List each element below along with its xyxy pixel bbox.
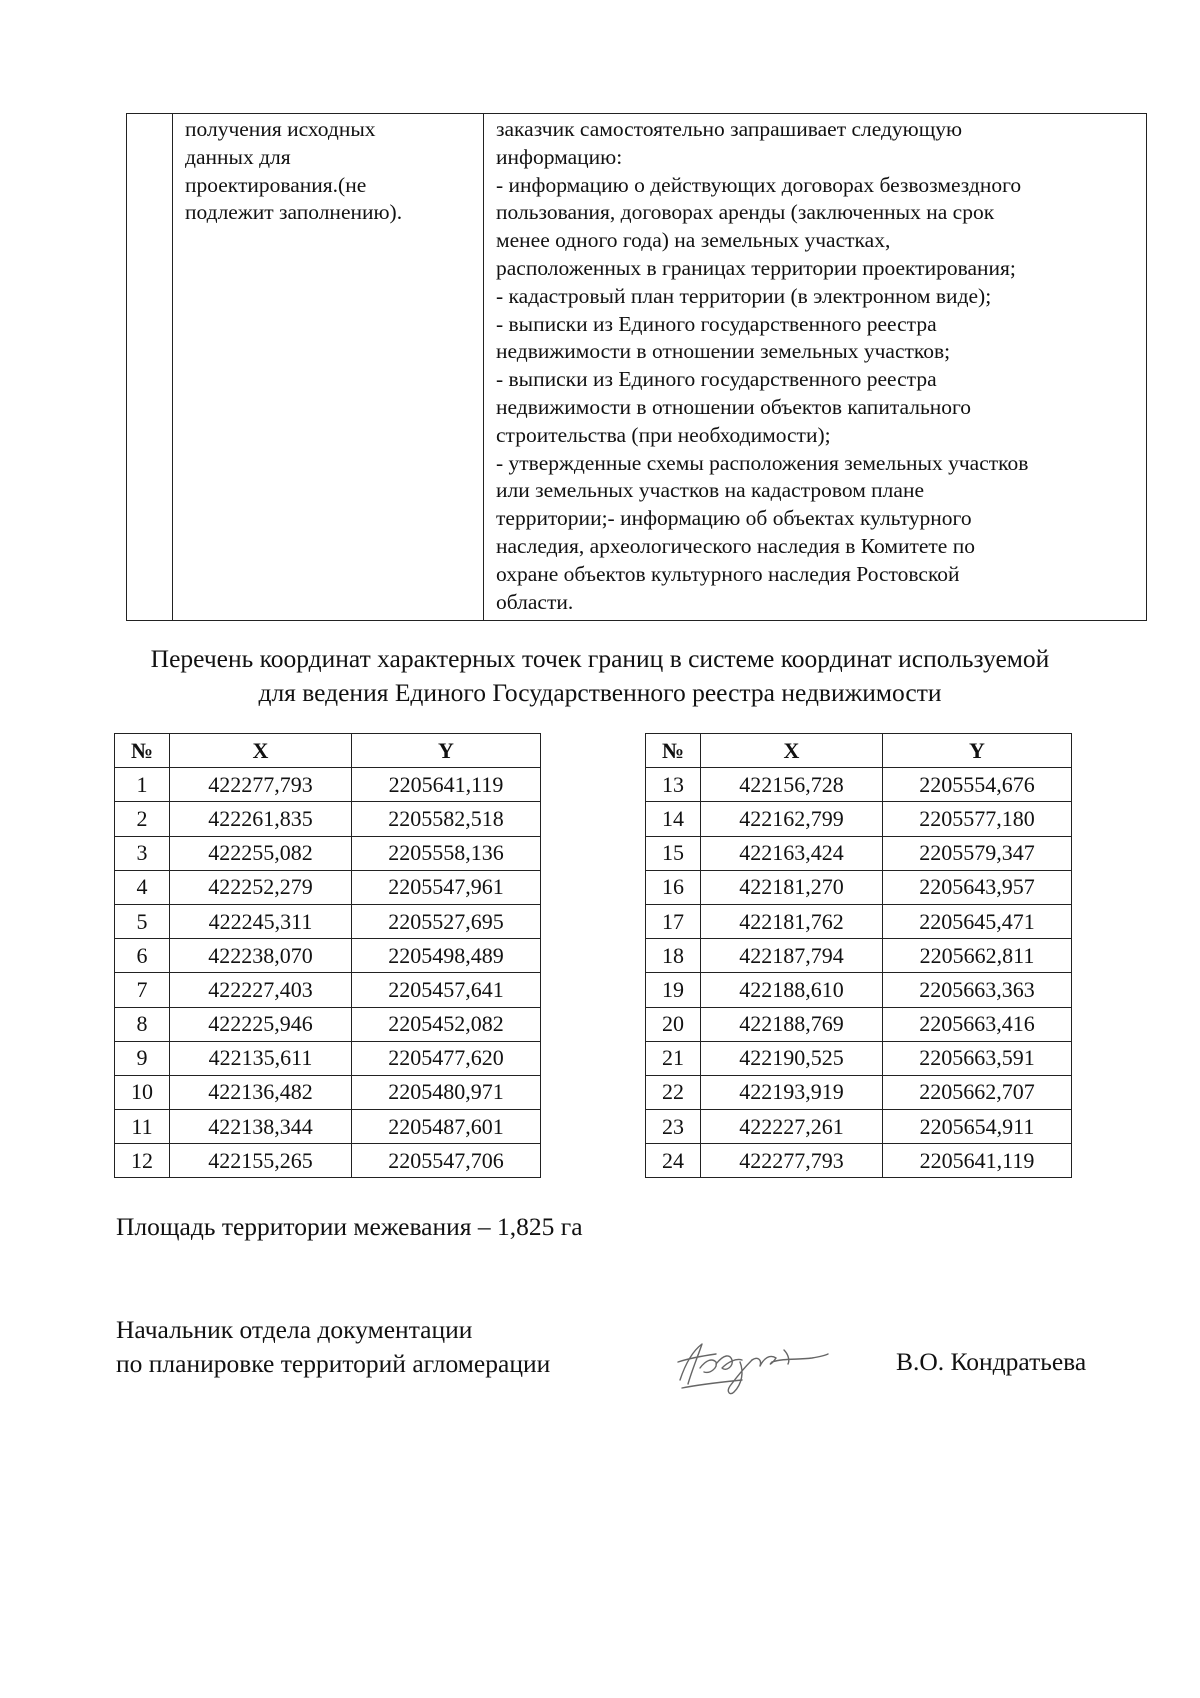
point-number: 5 [115,904,170,938]
text-line: - информацию о действующих договорах безвозмездного [496,172,1022,197]
point-number: 2 [115,802,170,836]
coordinates-heading [0,642,1200,710]
coord-x: 422193,919 [701,1075,883,1109]
item-description-cell [484,114,1147,621]
coord-y: 2205663,591 [883,1041,1072,1075]
table-row [115,1007,541,1041]
table-row [646,836,1072,870]
handwritten-signature [672,1332,832,1402]
text-line: строительства (при необходимости); [496,422,831,447]
coord-x: 422163,424 [701,836,883,870]
table-row [646,1007,1072,1041]
requirements-row [127,114,1147,621]
coord-x: 422238,070 [170,939,352,973]
coord-x: 422245,311 [170,904,352,938]
point-number: 9 [115,1041,170,1075]
coord-x: 422162,799 [701,802,883,836]
coord-x: 422227,403 [170,973,352,1007]
requirements-table [126,113,1147,621]
point-number: 17 [646,904,701,938]
point-number: 12 [115,1144,170,1178]
coord-x: 422188,769 [701,1007,883,1041]
point-number: 8 [115,1007,170,1041]
table-row [646,1075,1072,1109]
coord-y: 2205662,707 [883,1075,1072,1109]
coord-x: 422261,835 [170,802,352,836]
coord-x: 422225,946 [170,1007,352,1041]
coord-y: 2205654,911 [883,1110,1072,1144]
table-row [646,802,1072,836]
area-statement: Площадь территории межевания – 1,825 га [116,1212,583,1241]
coord-y: 2205641,119 [352,768,541,802]
point-number: 24 [646,1144,701,1178]
point-number: 1 [115,768,170,802]
coord-y: 2205582,518 [352,802,541,836]
coord-x: 422227,261 [701,1110,883,1144]
table-header-row [646,734,1072,768]
coord-y: 2205663,363 [883,973,1072,1007]
coord-y: 2205547,706 [352,1144,541,1178]
signer-name: В.О. Кондратьева [896,1347,1087,1376]
text-line: области. [496,589,574,614]
coord-x: 422277,793 [701,1144,883,1178]
coord-y: 2205645,471 [883,904,1072,938]
table-row [115,1075,541,1109]
coord-x: 422277,793 [170,768,352,802]
table-row [646,870,1072,904]
table-row [646,904,1072,938]
text-line: проектирования.(не [185,172,367,197]
heading-line-1: Перечень координат характерных точек границ в системе координат используемой [150,644,1050,673]
table-row [646,1110,1072,1144]
coord-y: 2205480,971 [352,1075,541,1109]
table-row [115,870,541,904]
coord-x: 422187,794 [701,939,883,973]
coord-y: 2205498,489 [352,939,541,973]
coordinates-table-left [114,733,541,1178]
coordinates-table-right [645,733,1072,1178]
text-line: получения исходных [185,117,376,141]
point-number: 3 [115,836,170,870]
text-line: подлежит заполнению). [185,200,403,225]
table-row [115,836,541,870]
text-line: информацию: [496,144,623,169]
point-number: 6 [115,939,170,973]
coord-x: 422188,610 [701,973,883,1007]
point-number: 13 [646,768,701,802]
coord-y: 2205452,082 [352,1007,541,1041]
coord-y: 2205457,641 [352,973,541,1007]
table-row [646,1041,1072,1075]
coord-y: 2205579,347 [883,836,1072,870]
coord-x: 422138,344 [170,1110,352,1144]
coord-x: 422135,611 [170,1041,352,1075]
table-row [115,1144,541,1178]
coord-y: 2205643,957 [883,870,1072,904]
row-number-cell [127,114,173,621]
point-number: 7 [115,973,170,1007]
coord-y: 2205547,961 [352,870,541,904]
header-x: X [170,734,352,768]
text-line: охране объектов культурного наследия Ростовской [496,561,960,586]
coord-x: 422181,762 [701,904,883,938]
table-row [115,1110,541,1144]
header-y: Y [883,734,1072,768]
heading-line-2: для ведения Единого Государственного реестра недвижимости [258,678,942,707]
signer-position-line-1: Начальник отдела документации [116,1315,473,1344]
coord-x: 422156,728 [701,768,883,802]
text-line: или земельных участков на кадастровом плане [496,478,925,503]
text-line: данных для [185,144,291,169]
table-row [646,1144,1072,1178]
table-row [115,768,541,802]
coord-x: 422136,482 [170,1075,352,1109]
point-number: 23 [646,1110,701,1144]
point-number: 20 [646,1007,701,1041]
text-line: недвижимости в отношении земельных участков; [496,339,951,364]
table-row [646,973,1072,1007]
text-line: - кадастровый план территории (в электронном виде); [496,283,992,308]
point-number: 10 [115,1075,170,1109]
signer-position-line-2: по планировке территорий агломерации [116,1349,551,1378]
point-number: 16 [646,870,701,904]
text-line: - утвержденные схемы расположения земельных участков [496,450,1029,475]
table-row [115,939,541,973]
header-number: № [115,734,170,768]
text-line: расположенных в границах территории проектирования; [496,255,1016,280]
table-row [115,973,541,1007]
table-row [646,768,1072,802]
coord-x: 422255,082 [170,836,352,870]
header-y: Y [352,734,541,768]
point-number: 22 [646,1075,701,1109]
coord-y: 2205662,811 [883,939,1072,973]
table-row [115,904,541,938]
point-number: 18 [646,939,701,973]
text-line: менее одного года) на земельных участках, [496,228,891,253]
coord-y: 2205554,676 [883,768,1072,802]
point-number: 11 [115,1110,170,1144]
table-row [115,1041,541,1075]
coord-y: 2205641,119 [883,1144,1072,1178]
table-row [646,939,1072,973]
header-number: № [646,734,701,768]
text-line: пользования, договорах аренды (заключенных на срок [496,200,995,225]
coord-x: 422252,279 [170,870,352,904]
item-name-cell [173,114,484,621]
signer-position [116,1313,550,1381]
coord-y: 2205558,136 [352,836,541,870]
coord-y: 2205487,601 [352,1110,541,1144]
point-number: 21 [646,1041,701,1075]
text-line: заказчик самостоятельно запрашивает следующую [496,117,963,141]
coord-y: 2205527,695 [352,904,541,938]
coord-x: 422155,265 [170,1144,352,1178]
coord-y: 2205477,620 [352,1041,541,1075]
table-row [115,802,541,836]
text-line: территории;- информацию об объектах культурного [496,506,972,531]
header-x: X [701,734,883,768]
text-line: недвижимости в отношении объектов капитального [496,394,972,419]
coord-x: 422190,525 [701,1041,883,1075]
table-header-row [115,734,541,768]
text-line: - выписки из Единого государственного реестра [496,367,937,392]
text-line: наследия, археологического наследия в Комитете по [496,533,975,558]
coord-y: 2205577,180 [883,802,1072,836]
point-number: 15 [646,836,701,870]
point-number: 14 [646,802,701,836]
coord-x: 422181,270 [701,870,883,904]
point-number: 4 [115,870,170,904]
point-number: 19 [646,973,701,1007]
text-line: - выписки из Единого государственного реестра [496,311,937,336]
coord-y: 2205663,416 [883,1007,1072,1041]
